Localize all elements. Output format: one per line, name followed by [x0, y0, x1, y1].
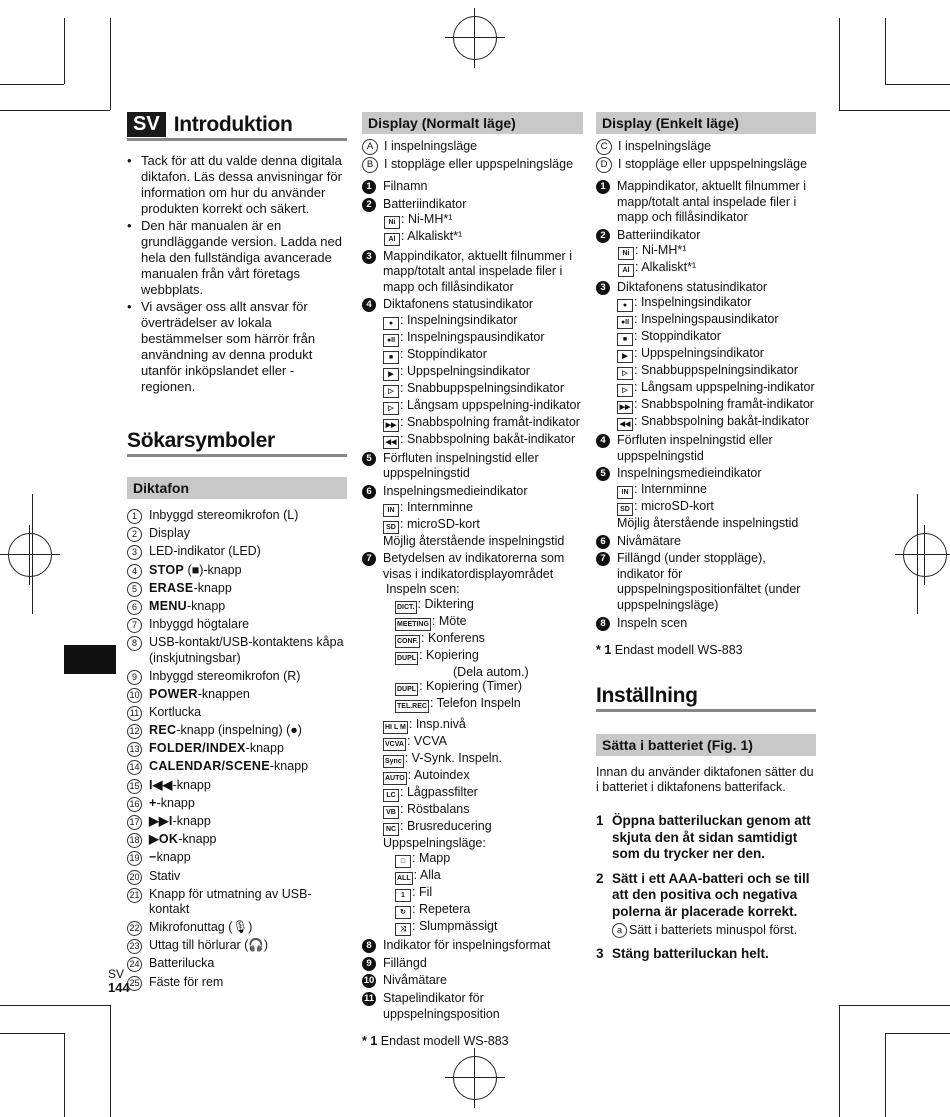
parts-list-item: 20 Stativ [127, 869, 347, 885]
crop-mark [917, 494, 918, 614]
intro-bullet: • Den här manualen är en grundläggande version. Ladda ned hela den fullständiga avancerade manualen från vårt företags webbplats. [127, 218, 347, 298]
crop-mark [64, 1033, 65, 1117]
symbol-row: VB : Röstbalans [383, 802, 583, 819]
symbol-row: ●II : Inspelningspausindikator [383, 330, 581, 347]
setting-symbol-list [383, 717, 583, 836]
indicator-icon: ● [617, 299, 633, 312]
symbol-row: ALL : Alla [395, 868, 583, 885]
indicator-icon: ▶▶ [617, 401, 633, 414]
crop-mark [32, 494, 33, 614]
scene-symbol-list [383, 597, 583, 714]
battery-nimh-icon: Ni [384, 216, 400, 229]
simple-item-2: 2 Batteriindikator Ni : Ni-MH*¹ Al : Alkaliskt*¹ [596, 228, 816, 278]
intro-bullets [127, 153, 347, 395]
column-left [127, 112, 347, 993]
simple-item-3: 3 Diktafonens statusindikator ● : Inspelningsindikator ●II : Inspelningspausindikator ■ : Stoppindikator ▶ : Uppspelningsindikator ▷ : Snabbuppspelningsindikator ▷ : Långsam uppspelning-indikator ▶▶ : Snabbspolning framåt-indikator ◀◀ : Snabbspolning bakåt-indikator [596, 280, 816, 432]
device-section-bar: Diktafon [127, 477, 347, 499]
parts-list-item: 3 LED-indikator (LED) [127, 544, 347, 560]
simple-item-4: 4 Förfluten inspelningstid eller uppspelningstid [596, 433, 816, 464]
column-right [596, 112, 816, 971]
normal-item-8: 8 Indikator för inspelningsformat [362, 938, 583, 954]
registration-mark-top [445, 8, 505, 68]
indicator-icon: ▷ [383, 385, 399, 398]
normal-item-3: 3 Mappindikator, aktuellt filnummer i mapp/totalt antal inspelade filer i mapp och fillåsindikator [362, 249, 583, 296]
crop-mark [885, 1033, 950, 1034]
column-middle [362, 112, 583, 1049]
indicator-icon: ↻ [395, 906, 411, 919]
crop-mark [839, 110, 950, 111]
indicator-icon: ▷ [383, 402, 399, 415]
symbol-row: MEETING : Möte [395, 614, 583, 631]
mode-item: B I stoppläge eller uppspelningsläge [362, 157, 583, 173]
parts-list-item: 16 +-knapp [127, 796, 347, 812]
indicator-icon: ■ [617, 333, 633, 346]
symbol-row: ▷ : Snabbuppspelningsindikator [383, 381, 581, 398]
play-mode-symbol-list [383, 851, 583, 936]
indicator-icon: VCVA [383, 738, 406, 751]
symbol-row: DUPL : Kopiering [395, 648, 583, 665]
symbol-row: TEL.REC : Telefon Inspeln [395, 696, 583, 713]
crop-mark [110, 1005, 111, 1117]
normal-item-9: 9 Fillängd [362, 956, 583, 972]
symbol-row: ■ : Stoppindikator [617, 329, 815, 346]
mode-item: C I inspelningsläge [596, 139, 816, 155]
battery-alkaline-icon: Al [384, 233, 400, 246]
indicator-icon: ALL [395, 872, 413, 885]
parts-list-item: 23 Uttag till hörlurar (🎧) [127, 938, 347, 954]
search-symbols-title: Sökarsymboler [127, 429, 347, 457]
simple-footnote: * 1 Endast modell WS-883 [596, 643, 743, 657]
battery-alkaline-icon: Al [618, 264, 634, 277]
crop-mark [64, 18, 65, 84]
symbol-row: ■ : Stoppindikator [383, 347, 581, 364]
setup-step-1: 1 Öppna batteriluckan genom att skjuta den åt sidan samtidigt som du trycker ner den. [596, 813, 811, 861]
section-tab [64, 645, 116, 674]
symbol-row: ▶ : Uppspelningsindikator [383, 364, 581, 381]
crop-mark [0, 110, 110, 111]
crop-mark [0, 1005, 110, 1006]
indicator-icon: ▶ [617, 350, 633, 363]
simple-mode-list [596, 139, 816, 173]
indicator-icon: ▶▶ [383, 419, 399, 432]
symbol-row: ▷ : Långsam uppspelning-indikator [383, 398, 581, 415]
parts-list-item: 22 Mikrofonuttag (🎙) [127, 920, 347, 936]
parts-list-item: 4 STOP (■)-knapp [127, 563, 347, 579]
parts-list-item: 11 Kortlucka [127, 705, 347, 721]
parts-list-item: 1 Inbyggd stereomikrofon (L) [127, 508, 347, 524]
crop-mark [885, 18, 886, 84]
symbol-row: ▷ : Långsam uppspelning-indikator [617, 380, 815, 397]
symbol-row: Sync : V-Synk. Inspeln. [383, 751, 583, 768]
normal-footnote: * 1 Endast modell WS-883 [362, 1034, 509, 1049]
page-language: SV [108, 967, 125, 981]
indicator-icon: TEL.REC [395, 700, 429, 713]
crop-mark [839, 1005, 950, 1006]
parts-list-item: 19 −knapp [127, 850, 347, 866]
symbol-row: AUTO : Autoindex [383, 768, 583, 785]
symbol-row: HI L M : Insp.nivå [383, 717, 583, 734]
intro-bullet: • Tack för att du valde denna digitala diktafon. Läs dessa anvisningar för information om hur du använder produkten korrekt och säkert. [127, 153, 347, 217]
indicator-icon: Sync [383, 755, 404, 768]
page-number: 144 [108, 980, 130, 995]
registration-mark-right [895, 525, 950, 585]
setup-intro: Innan du använder diktafonen sätter du i batteriet i diktafonens batterifack. [596, 765, 814, 794]
symbol-row: ↻ : Repetera [395, 902, 583, 919]
parts-list-item: 7 Inbyggd högtalare [127, 617, 347, 633]
setup-substep: a Sätt i batteriets minuspol först. [596, 922, 816, 938]
simple-items [596, 179, 816, 631]
simple-item-1: 1 Mappindikator, aktuellt filnummer i mapp/totalt antal inspelade filer i mapp och fillåsindikator [596, 179, 816, 226]
normal-item-11: 11 Stapelindikator för uppspelningsposition [363, 991, 500, 1021]
normal-display-bar: Display (Normalt läge) [362, 112, 583, 134]
normal-item-7: 7 Betydelsen av indikatorerna som visas i indikatordisplayområdet Inspeln scen: DICT. : Diktering MEETING : Möte CONF. : Konferens DUPL : Kopiering (Dela autom.) DUPL : Kopiering (Timer) TEL.REC : Telefon Inspeln HI L M : Insp.nivå VCVA : VCVA Sync : V-Synk. Inspeln. AUTO : Autoindex LC : Lågpassfilter VB : Röstbalans NC : Brusreducering Uppspelningsläge: □ : Mapp ALL : Alla 1 : Fil ↻ : Repetera ⤨ : Slumpmässigt [362, 551, 583, 936]
symbol-row: ● : Inspelningsindikator [383, 313, 581, 330]
crop-mark [0, 84, 64, 85]
indicator-icon: MEETING [395, 618, 431, 631]
symbol-row: LC : Lågpassfilter [383, 785, 583, 802]
parts-list-item: 24 Batterilucka [127, 956, 347, 972]
registration-mark-left [0, 525, 60, 585]
normal-item-1: 1 Filnamn [362, 179, 583, 195]
intro-bullet: • Vi avsäger oss allt ansvar för överträdelser av lokala bestämmelser som härrör från användning av denna produkt utanför inköpslandet eller -regionen. [127, 299, 347, 395]
indicator-icon: ▷ [617, 367, 633, 380]
setup-step-2: 2 Sätt i ett AAA-batteri och se till att den positiva och negativa polerna är placerade korrekt. [596, 870, 810, 919]
crop-mark [885, 1033, 886, 1117]
normal-mode-list [362, 139, 583, 173]
symbol-row: ▷ : Snabbuppspelningsindikator [617, 363, 815, 380]
parts-list [127, 508, 347, 991]
indicator-icon: IN [383, 504, 399, 517]
parts-list-item: 17 ▶▶I-knapp [127, 814, 347, 830]
indicator-icon: CONF. [395, 635, 420, 648]
indicator-icon: ■ [383, 351, 399, 364]
indicator-icon: DICT. [395, 601, 417, 614]
indicator-icon: SD [383, 521, 399, 534]
indicator-icon: □ [395, 855, 411, 868]
crop-mark [839, 18, 840, 110]
parts-list-item: 12 REC-knapp (inspelning) (●) [127, 723, 347, 739]
symbol-row: DUPL : Kopiering (Timer) [395, 679, 583, 696]
normal-item-10: 10 Nivåmätare [363, 973, 447, 988]
indicator-icon: VB [383, 806, 399, 819]
parts-list-item: 14 CALENDAR/SCENE-knapp [127, 759, 347, 775]
indicator-icon: ◀◀ [383, 436, 399, 449]
normal-item-2: 2 Batteriindikator Ni : Ni-MH*¹ Al : Alkaliskt*¹ [362, 197, 583, 247]
indicator-icon: ⤨ [395, 923, 411, 936]
normal-item-4: 4 Diktafonens statusindikator ● : Inspelningsindikator ●II : Inspelningspausindikator ■ : Stoppindikator ▶ : Uppspelningsindikator ▷ : Snabbuppspelningsindikator ▷ : Långsam uppspelning-indikator ▶▶ : Snabbspolning framåt-indikator ◀◀ : Snabbspolning bakåt-indikator [362, 297, 583, 449]
mode-item: D I stoppläge eller uppspelningsläge [596, 157, 816, 173]
status-symbol-list [383, 313, 581, 449]
parts-list-item: 13 FOLDER/INDEX-knapp [127, 741, 347, 757]
symbol-row: □ : Mapp [395, 851, 583, 868]
registration-mark-bottom [445, 1048, 505, 1108]
battery-section-bar: Sätta i batteriet (Fig. 1) [596, 734, 816, 756]
symbol-row: IN : Internminne [617, 482, 798, 499]
indicator-icon: ▶ [383, 368, 399, 381]
indicator-icon: SD [617, 503, 633, 516]
parts-list-item: 25 Fäste för rem [127, 975, 347, 991]
indicator-icon: ●II [383, 334, 399, 347]
indicator-icon: ▷ [617, 384, 633, 397]
indicator-icon: ● [383, 317, 399, 330]
indicator-icon: ◀◀ [617, 418, 633, 431]
language-badge: SV [127, 112, 166, 137]
symbol-row: (Dela autom.) [453, 664, 529, 679]
status-symbol-list [617, 295, 815, 431]
symbol-row: ▶▶ : Snabbspolning framåt-indikator [617, 397, 815, 414]
simple-item-5: 5 Inspelningsmedieindikator IN : Internminne SD : microSD-kort Möjlig återstående inspelningstid [596, 466, 816, 531]
parts-list-item: 8 USB-kontakt/USB-kontaktens kåpa (inskjutningsbar) [127, 635, 347, 666]
indicator-icon: ●II [617, 316, 633, 329]
symbol-row: SD : microSD-kort [383, 517, 564, 534]
symbol-row: ⤨ : Slumpmässigt [395, 919, 583, 936]
parts-list-item: 2 Display [127, 526, 347, 542]
media-symbol-list [383, 500, 564, 534]
parts-list-item: 21 Knapp för utmatning av USB-kontakt [127, 887, 347, 918]
symbol-row: ●II : Inspelningspausindikator [617, 312, 815, 329]
intro-title: Introduktion [173, 113, 293, 136]
mode-item: A I inspelningsläge [362, 139, 583, 155]
parts-list-item: 18 ▶OK-knapp [127, 832, 347, 848]
symbol-row: 1 : Fil [395, 885, 583, 902]
simple-item-7: 7 Fillängd (under stoppläge), indikator för uppspelningspositionfältet (under uppspelningsläge) [596, 551, 816, 613]
parts-list-item: 6 MENU-knapp [127, 599, 347, 615]
indicator-icon: DUPL [395, 652, 418, 665]
setup-steps [596, 813, 816, 963]
crop-mark [0, 1033, 64, 1034]
setup-title: Inställning [596, 684, 816, 712]
crop-mark [110, 18, 111, 110]
crop-mark [885, 84, 950, 85]
parts-list-item: 9 Inbyggd stereomikrofon (R) [127, 669, 347, 685]
symbol-row: VCVA : VCVA [383, 734, 583, 751]
indicator-icon: HI L M [383, 721, 408, 734]
media-symbol-list [617, 482, 798, 516]
parts-list-item: 15 I◀◀-knapp [127, 778, 347, 794]
parts-list-item: 5 ERASE-knapp [127, 581, 347, 597]
indicator-icon: NC [383, 823, 399, 836]
crop-mark [839, 1005, 840, 1117]
setup-step-3: 3 Stäng batteriluckan helt. [596, 946, 769, 961]
symbol-row: NC : Brusreducering [383, 819, 583, 836]
symbol-row: SD : microSD-kort [617, 499, 798, 516]
parts-list-item: 10 POWER-knappen [127, 687, 347, 703]
normal-items [362, 179, 583, 1022]
indicator-icon: LC [383, 789, 399, 802]
symbol-row: ◀◀ : Snabbspolning bakåt-indikator [617, 414, 815, 431]
indicator-icon: 1 [395, 889, 411, 902]
symbol-row: DICT. : Diktering [395, 597, 583, 614]
symbol-row: ◀◀ : Snabbspolning bakåt-indikator [383, 432, 581, 449]
indicator-icon: DUPL [395, 683, 418, 696]
indicator-icon: IN [617, 486, 633, 499]
simple-item-6: 6 Nivåmätare [596, 534, 816, 550]
normal-item-5: 5 Förfluten inspelningstid eller uppspelningstid [362, 451, 583, 482]
symbol-row: CONF. : Konferens [395, 631, 583, 648]
symbol-row: ▶ : Uppspelningsindikator [617, 346, 815, 363]
symbol-row: ▶▶ : Snabbspolning framåt-indikator [383, 415, 581, 432]
symbol-row: ● : Inspelningsindikator [617, 295, 815, 312]
page-footer [108, 967, 130, 995]
indicator-icon: AUTO [383, 772, 407, 785]
intro-heading [127, 112, 347, 141]
symbol-row: IN : Internminne [383, 500, 564, 517]
simple-item-8: 8 Inspeln scen [596, 616, 816, 632]
normal-item-6: 6 Inspelningsmedieindikator IN : Internminne SD : microSD-kort Möjlig återstående inspelningstid [362, 484, 583, 549]
battery-nimh-icon: Ni [618, 247, 634, 260]
simple-display-bar: Display (Enkelt läge) [596, 112, 816, 134]
